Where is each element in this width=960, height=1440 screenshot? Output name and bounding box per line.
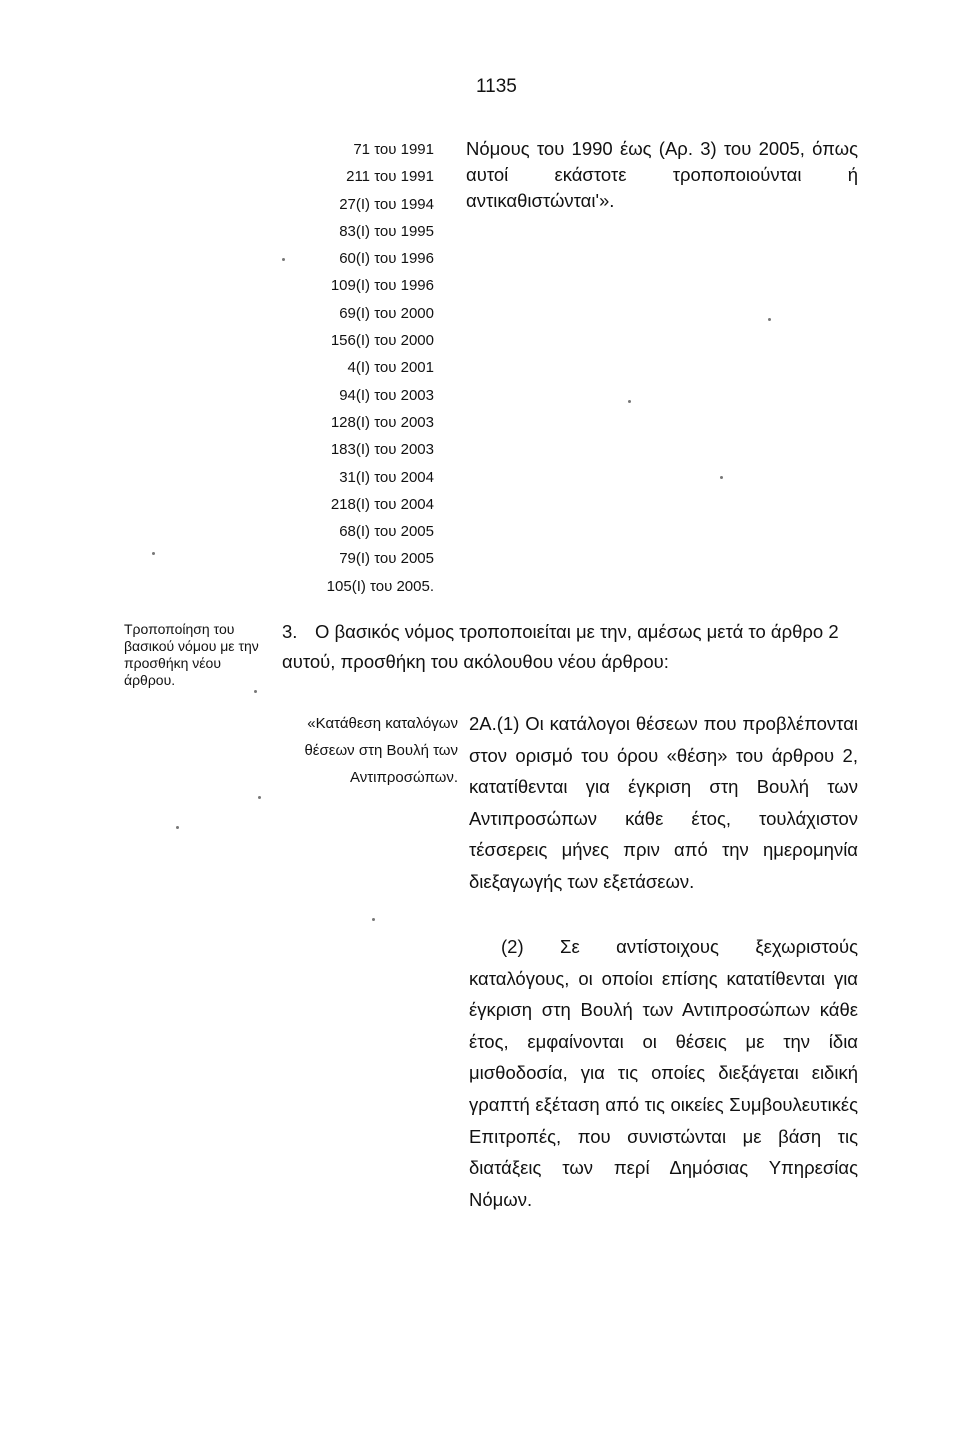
margin-note: Τροποποίηση του βασικού νόμου με την προσθήκη νέου άρθρου.: [124, 621, 259, 688]
law-reference: 79(Ι) του 2005: [339, 550, 434, 568]
scan-speck: [254, 690, 257, 693]
law-reference: 4(Ι) του 2001: [347, 359, 434, 377]
intro-text: Νόμους του 1990 έως (Αρ. 3) του 2005, όπως αυτοί εκάστοτε τροποποιούνται ή αντικαθιστώνται'».: [466, 138, 858, 211]
scan-speck: [282, 258, 285, 261]
scan-speck: [720, 476, 723, 479]
scan-speck: [152, 552, 155, 555]
law-reference: 83(Ι) του 1995: [339, 222, 434, 240]
section-number: 3.: [282, 621, 298, 642]
law-reference: 71 του 1991: [353, 141, 434, 158]
scan-speck: [768, 318, 771, 321]
law-reference: 68(Ι) του 2005: [339, 523, 434, 541]
scan-speck: [628, 400, 631, 403]
law-reference: 156(Ι) του 2000: [330, 332, 434, 350]
law-reference: 211 του 1991: [346, 168, 434, 186]
law-reference: 105(Ι) του 2005.: [326, 577, 434, 595]
article-paragraph-1: 2Α.(1) Οι κατάλογοι θέσεων που προβλέπονται στον ορισμό του όρου «θέση» του άρθρου 2, κατατίθενται για έγκριση στη Βουλή των Αντιπροσώπων κάθε έτος, τουλάχιστον τέσσερεις μήνες πριν από την ημερομηνία διεξαγωγής των εξετάσεων.: [469, 713, 858, 892]
law-reference: 27(Ι) του 1994: [339, 195, 434, 213]
scan-speck: [176, 826, 179, 829]
law-references-list: [300, 136, 434, 600]
scan-speck: [372, 918, 375, 921]
scan-speck: [258, 796, 261, 799]
law-reference: 183(Ι) του 2003: [330, 441, 434, 459]
law-reference: 94(Ι) του 2003: [339, 386, 434, 404]
article-side-title: «Κατάθεση καταλόγων θέσεων στη Βουλή των Αντιπροσώπων.: [304, 715, 458, 786]
law-reference: 60(Ι) του 1996: [339, 250, 434, 268]
law-reference: 109(Ι) του 1996: [330, 277, 434, 295]
section-text: Ο βασικός νόμος τροποποιείται με την, αμέσως μετά το άρθρο 2 αυτού, προσθήκη του ακόλουθου νέου άρθρου:: [282, 621, 839, 672]
law-reference: 218(Ι) του 2004: [330, 495, 434, 513]
law-reference: 31(Ι) του 2004: [339, 468, 434, 486]
article-paragraph-2: (2) Σε αντίστοιχους ξεχωριστούς καταλόγους, οι οποίοι επίσης κατατίθενται για έγκριση στη Βουλή των Αντιπροσώπων κάθε έτος, εμφαίνονται οι θέσεις με την ίδια μισθοδοσία, για τις οποίες διεξάγεται ειδική γραπτή εξέταση από τις οικείες Συμβουλευτικές Επιτροπές, που συνιστώνται με βάση τις διατάξεις των περί Δημόσιας Υπηρεσίας Νόμων.: [469, 936, 858, 1210]
section-3: [282, 617, 858, 677]
page-number: 1135: [476, 76, 517, 97]
law-reference: 128(Ι) του 2003: [330, 413, 434, 431]
law-reference: 69(Ι) του 2000: [339, 304, 434, 322]
